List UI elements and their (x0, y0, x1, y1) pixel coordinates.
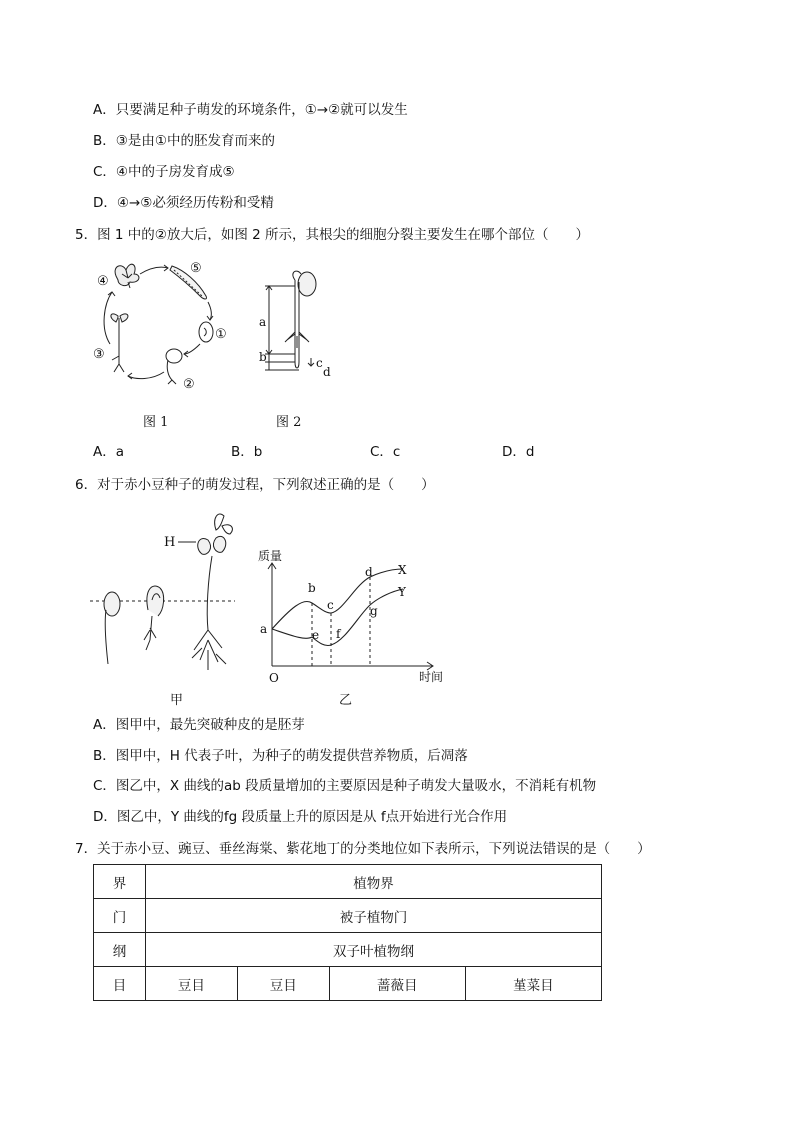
fig1-caption: 图 1 (143, 415, 169, 430)
q7-stem: 7．关于赤小豆、豌豆、垂丝海棠、紫花地丁的分类地位如下表所示，下列说法错误的是（ ） (75, 841, 651, 857)
table-row-phylum (94, 899, 602, 933)
row-header-kingdom: 界 (94, 865, 146, 899)
origin-label: O (269, 671, 279, 685)
q5-option-a: A．a (93, 444, 125, 460)
label-2: ② (183, 377, 195, 392)
row-value-phylum: 被子植物门 (146, 899, 602, 933)
point-label-g: g (370, 604, 378, 618)
series-y-name: Y (398, 585, 406, 599)
fig2-caption: 图 2 (276, 415, 302, 430)
q6-stem: 6．对于赤小豆种子的萌发过程，下列叙述正确的是（ ） (75, 477, 435, 493)
label-b: b (259, 350, 267, 364)
label-h: H (164, 535, 176, 550)
drop-lines (312, 577, 370, 666)
germination-stage-2 (144, 586, 164, 650)
point-label-a: a (260, 622, 268, 636)
q5-stem: 5．图 1 中的②放大后，如图 2 所示，其根尖的细胞分裂主要发生在哪个部位（ ） (75, 227, 590, 243)
figure-jia-germination (90, 500, 250, 710)
q4-option-b: B．③是由①中的胚发育而来的 (93, 133, 275, 149)
label-1: ① (215, 327, 227, 342)
flower-drawing (115, 264, 139, 288)
q4-option-a: A．只要满足种子萌发的环境条件，①→②就可以发生 (93, 102, 408, 118)
row-header-order: 目 (94, 967, 146, 1001)
label-d: d (323, 365, 331, 379)
classification-table (93, 864, 602, 1001)
table-row-class (94, 933, 602, 967)
row-header-class: 纲 (94, 933, 146, 967)
q5-options (0, 443, 794, 461)
series-x-name: X (398, 563, 407, 577)
point-label-c: c (327, 598, 334, 612)
q6-option-c: C．图乙中，X 曲线的ab 段质量增加的主要原因是种子萌发大量吸水，不消耗有机物 (93, 778, 597, 794)
segment-brackets (265, 286, 314, 370)
germinating-seed-drawing (166, 349, 182, 384)
point-label-e: e (312, 628, 320, 642)
germination-stage-3 (192, 514, 232, 670)
table-row-kingdom (94, 865, 602, 899)
series-x-line (272, 569, 403, 629)
y-axis-label: 质量 (258, 549, 283, 563)
q4-option-c: C．④中的子房发育成⑤ (93, 164, 235, 180)
seed-drawing (199, 322, 213, 342)
order-cell-1: 豆目 (146, 967, 238, 1001)
order-cell-2: 豆目 (237, 967, 329, 1001)
q5-option-d: D．d (502, 444, 535, 460)
point-label-f: f (336, 627, 341, 641)
label-3: ③ (93, 347, 105, 362)
label-a: a (259, 315, 267, 329)
x-axis-label: 时间 (419, 670, 444, 684)
label-c: c (316, 356, 323, 370)
row-value-class: 双子叶植物纲 (146, 933, 602, 967)
fig-jia-caption: 甲 (170, 693, 184, 708)
q4-option-d: D．④→⑤必须经历传粉和受精 (93, 195, 274, 211)
order-cell-4: 堇菜目 (465, 967, 601, 1001)
q6-option-a: A．图甲中，最先突破种皮的是胚芽 (93, 717, 305, 733)
label-5: ⑤ (190, 261, 202, 276)
q5-option-b: B．b (231, 444, 263, 460)
fig-yi-caption: 乙 (339, 693, 353, 708)
germination-stage-1 (104, 592, 120, 664)
row-header-phylum: 门 (94, 899, 146, 933)
figure-1-life-cycle (88, 252, 248, 392)
point-label-d: d (365, 565, 373, 579)
row-value-kingdom: 植物界 (146, 865, 602, 899)
figure-2-root-tip (255, 262, 345, 382)
q6-option-d: D．图乙中，Y 曲线的fg 段质量上升的原因是从 f点开始进行光合作用 (93, 809, 508, 825)
label-4: ④ (97, 274, 109, 289)
table-row-order (94, 967, 602, 1001)
point-label-b: b (308, 581, 316, 595)
q6-option-b: B．图甲中，H 代表子叶，为种子的萌发提供营养物质，后凋落 (93, 748, 468, 764)
q5-option-c: C．c (370, 444, 401, 460)
seedling-drawing (111, 314, 128, 372)
chart-axes (268, 563, 433, 670)
figure-yi-mass-chart (255, 545, 455, 685)
order-cell-3: 蔷薇目 (329, 967, 465, 1001)
